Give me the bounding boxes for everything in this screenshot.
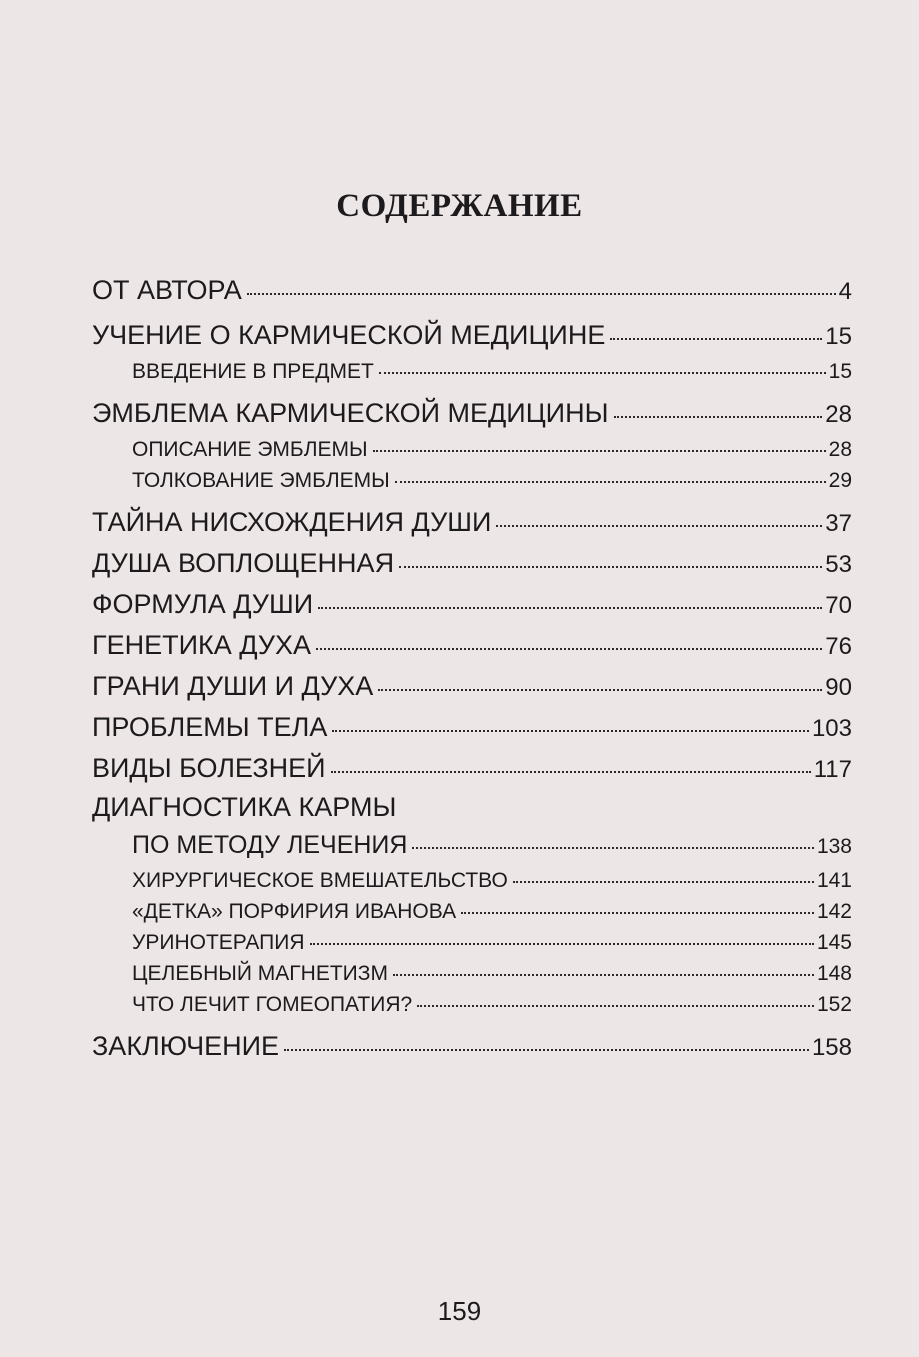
dot-leader [513, 880, 814, 883]
toc-entry [92, 584, 852, 625]
toc-entry-page: 103 [811, 715, 852, 742]
toc-entry-title: ДУША ВОПЛОЩЕННАЯ [92, 548, 395, 578]
dot-leader [496, 524, 822, 527]
dot-leader [393, 973, 814, 976]
toc-entry-title: ГРАНИ ДУШИ И ДУХА [92, 671, 374, 701]
toc-entry-title: ВИДЫ БОЛЕЗНЕЙ [92, 753, 326, 783]
dot-leader [332, 729, 809, 732]
toc-subentry [92, 896, 852, 927]
toc-entry-page: 145 [816, 931, 852, 954]
toc-section-heading: ДИАГНОСТИКА КАРМЫ [92, 792, 397, 822]
toc-entry-title: ОПИСАНИЕ ЭМБЛЕМЫ [132, 438, 368, 461]
toc-entry-title: ЭМБЛЕМА КАРМИЧЕСКОЙ МЕДИЦИНЫ [92, 398, 609, 428]
dot-leader [331, 770, 811, 773]
toc-entry-title: ОТ АВТОРА [92, 275, 242, 305]
toc-entry-page: 138 [816, 835, 852, 858]
toc-entry [92, 1026, 852, 1067]
dot-leader [461, 911, 814, 914]
page-title: СОДЕРЖАНИЕ [336, 188, 583, 224]
dot-leader [417, 1004, 814, 1007]
toc-entry-title: ЗАКЛЮЧЕНИЕ [92, 1031, 280, 1061]
toc-entry-page: 15 [825, 323, 852, 350]
toc-entry-page: 53 [825, 551, 852, 578]
toc-entry [92, 625, 852, 666]
dot-leader [284, 1048, 809, 1051]
toc-entry-title: ГЕНЕТИКА ДУХА [92, 630, 312, 660]
toc-entry [92, 666, 852, 707]
toc-entry [92, 707, 852, 748]
toc-entry [92, 748, 852, 789]
toc-entry-page: 29 [828, 469, 852, 492]
toc-entry [92, 393, 852, 434]
toc-entry [92, 502, 852, 543]
toc-entry-title: ФОРМУЛА ДУШИ [92, 589, 314, 619]
toc-entry-title: ПО МЕТОДУ ЛЕЧЕНИЯ [132, 831, 408, 859]
toc-entry-title: «ДЕТКА» ПОРФИРИЯ ИВАНОВА [132, 900, 457, 923]
toc-entry-title: ЦЕЛЕБНЫЙ МАГНЕТИЗМ [132, 962, 388, 985]
dot-leader [395, 480, 826, 483]
toc-subentry [92, 434, 852, 465]
toc-entry-page: 142 [816, 900, 852, 923]
toc-entry-page: 148 [816, 962, 852, 985]
toc-entry-page: 15 [828, 360, 852, 383]
toc-entry-title: УРИНОТЕРАПИЯ [132, 931, 305, 954]
toc-entry-page: 158 [811, 1034, 852, 1061]
dot-leader [610, 337, 822, 340]
toc-entry [92, 315, 852, 356]
dot-leader [378, 688, 822, 691]
dot-leader [316, 647, 822, 650]
toc-entry-title: ПРОБЛЕМЫ ТЕЛА [92, 712, 328, 742]
toc-entry-page: 117 [813, 756, 852, 783]
toc-entry-title: ВВЕДЕНИЕ В ПРЕДМЕТ [132, 360, 374, 383]
toc-subentry [92, 989, 852, 1020]
toc-entry-title: ТАЙНА НИСХОЖДЕНИЯ ДУШИ [92, 507, 492, 537]
toc-entry-title: ЧТО ЛЕЧИТ ГОМЕОПАТИЯ? [132, 993, 413, 1016]
dot-leader [247, 292, 836, 295]
toc-entry-page: 4 [838, 278, 852, 305]
toc-entry-page: 70 [825, 592, 852, 619]
toc-subentry [92, 356, 852, 387]
toc-entry-page: 76 [825, 633, 852, 660]
dot-leader [318, 606, 822, 609]
page-number: 159 [437, 1296, 482, 1326]
toc-entry-page: 152 [816, 993, 852, 1016]
toc-entry-page: 28 [825, 401, 852, 428]
toc-entry-page: 90 [825, 674, 852, 701]
toc-entry-title: УЧЕНИЕ О КАРМИЧЕСКОЙ МЕДИЦИНЕ [92, 320, 606, 350]
toc-entry-page: 37 [825, 510, 852, 537]
toc-entry-title: ТОЛКОВАНИЕ ЭМБЛЕМЫ [132, 469, 390, 492]
dot-leader [379, 371, 826, 374]
table-of-contents [92, 270, 852, 1067]
toc-subentry [92, 825, 852, 865]
toc-entry-title: ХИРУРГИЧЕСКОЕ ВМЕШАТЕЛЬСТВО [132, 869, 508, 892]
toc-subentry [92, 958, 852, 989]
toc-entry-page: 141 [816, 869, 852, 892]
toc-subentry [92, 465, 852, 496]
toc-subentry [92, 927, 852, 958]
toc-subentry [92, 865, 852, 896]
toc-entry-page: 28 [828, 438, 852, 461]
toc-entry [92, 270, 852, 315]
toc-entry [92, 543, 852, 584]
dot-leader [310, 942, 814, 945]
dot-leader [373, 449, 826, 452]
dot-leader [412, 846, 814, 849]
dot-leader [614, 415, 823, 418]
dot-leader [399, 565, 822, 568]
